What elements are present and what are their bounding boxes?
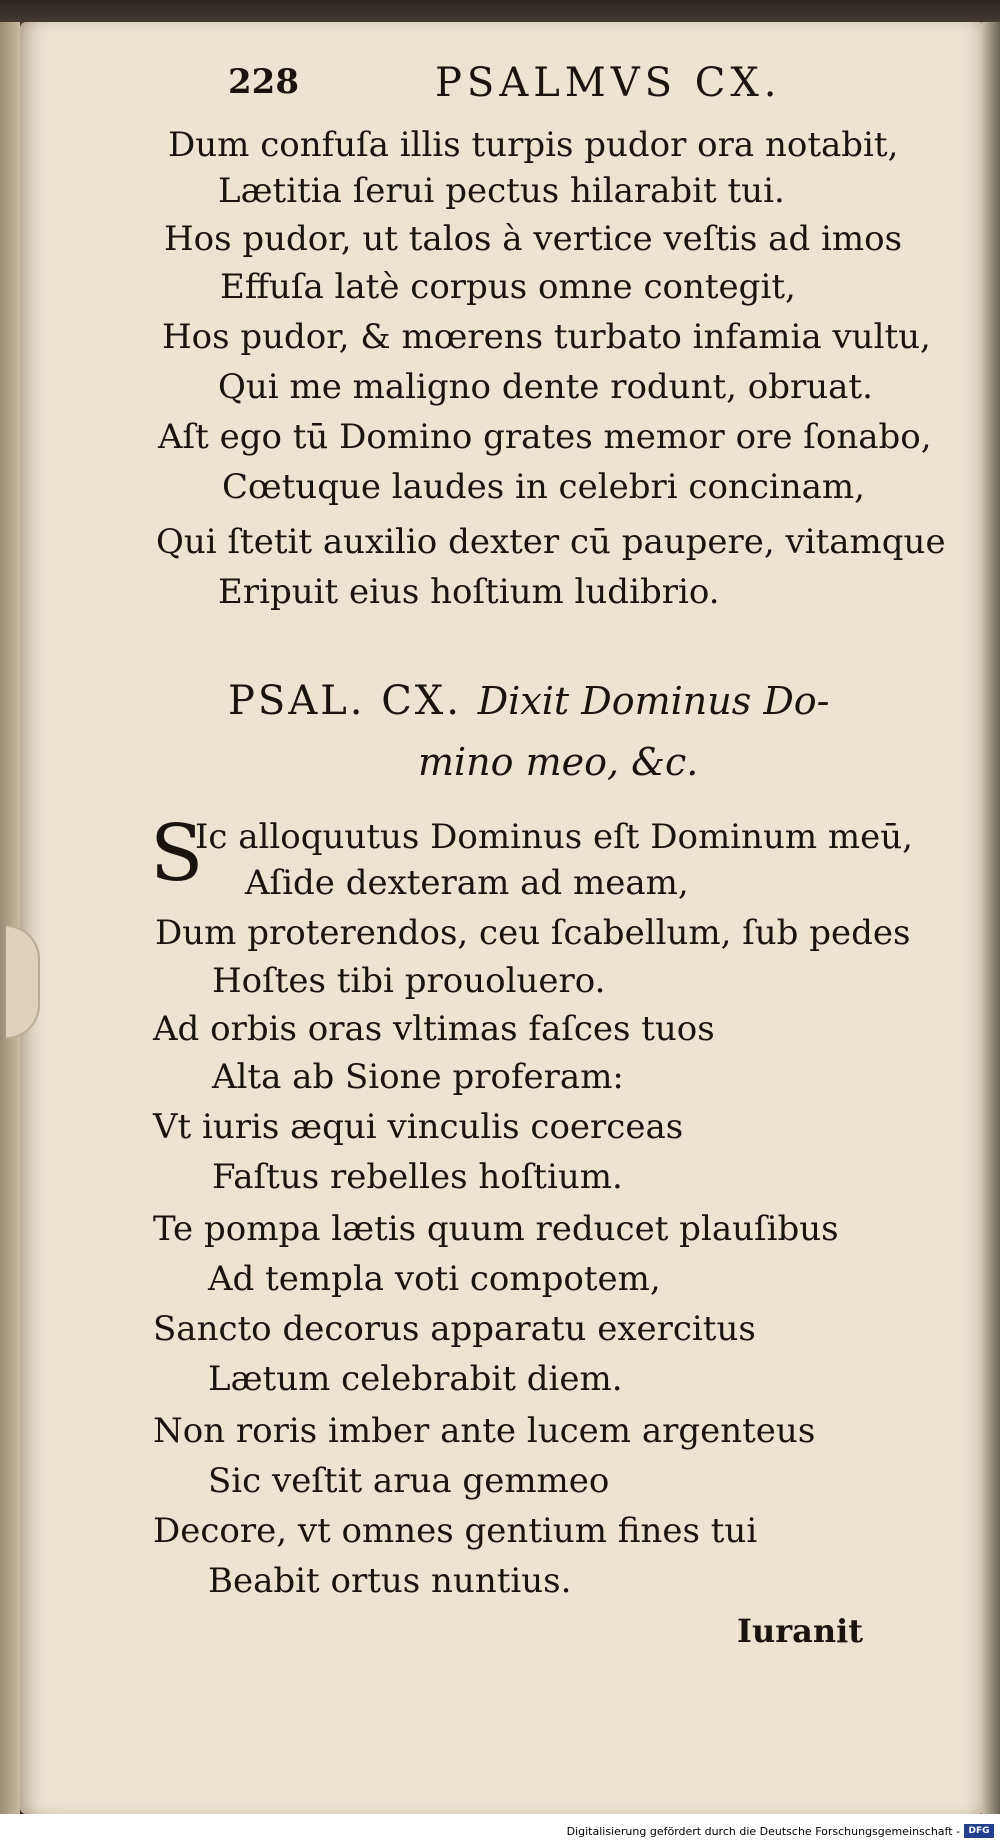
psalm-line: Alta ab Sione proferam: <box>212 1057 624 1097</box>
psalm-heading <box>228 678 830 724</box>
drop-cap: S <box>150 809 204 899</box>
psalm-line: Ad orbis oras vltimas faſces tuos <box>153 1009 715 1049</box>
verse-line: Aſt ego tū Domino grates memor ore ſonabo, <box>158 417 932 457</box>
psalm-line: Dum proterendos, ceu ſcabellum, ſub pedes <box>155 913 911 953</box>
verse-line: Cœtuque laudes in celebri concinam, <box>222 467 865 507</box>
verse-line: Eripuit eius hoſtium ludibrio. <box>218 572 720 612</box>
verse-line: Qui ſtetit auxilio dexter cū paupere, vitamque <box>156 522 946 562</box>
psalm-line: Non roris imber ante lucem argenteus <box>153 1411 816 1451</box>
dfg-logo: DFG <box>964 1824 994 1838</box>
page-fore-edge <box>982 22 1000 1814</box>
verse-line: Effuſa latè corpus omne contegit, <box>220 267 796 307</box>
digitization-credit: Digitalisierung gefördert durch die Deutsche Forschungsgemeinschaft - <box>566 1825 960 1838</box>
page-number: 228 <box>228 62 299 102</box>
psalm-label: PSAL. CX. <box>228 678 462 724</box>
psalm-line: Faſtus rebelles hoſtium. <box>212 1157 623 1197</box>
psalm-line: Te pompa lætis quum reducet plauſibus <box>153 1209 839 1249</box>
psalm-line: Aſide dexteram ad meam, <box>245 863 689 903</box>
psalm-line: Beabit ortus nuntius. <box>208 1561 572 1601</box>
psalm-line: Sic veſtit arua gemmeo <box>208 1461 610 1501</box>
verse-line: Hos pudor, ut talos à vertice veſtis ad imos <box>164 219 903 259</box>
psalm-line: Lætum celebrabit diem. <box>208 1359 623 1399</box>
psalm-incipit: Dixit Dominus Do- <box>477 679 830 723</box>
verse-line: Qui me maligno dente rodunt, obruat. <box>218 367 873 407</box>
verse-line: Hos pudor, & mœrens turbato infamia vultu, <box>162 317 931 357</box>
psalm-line: Decore, vt omnes gentium fines tui <box>153 1511 758 1551</box>
psalm-line: Ad templa voti compotem, <box>208 1259 661 1299</box>
verse-line: Dum confuſa illis turpis pudor ora notabit, <box>168 125 899 165</box>
verse-line: Lætitia ſerui pectus hilarabit tui. <box>218 171 785 211</box>
running-title: PSALMVS CX. <box>435 60 782 106</box>
catchword: Iuranit <box>737 1612 864 1650</box>
page-thumb-notch <box>6 925 40 1039</box>
psalm-incipit-continued: mino meo, &c. <box>418 740 699 784</box>
psalm-line: Hoſtes tibi prouoluero. <box>212 961 606 1001</box>
book-spine-edge <box>0 22 20 1814</box>
psalm-line: Ic alloquutus Dominus eſt Dominum meū, <box>195 817 913 857</box>
psalm-line: Sancto decorus apparatu exercitus <box>153 1309 756 1349</box>
psalm-line: Vt iuris æqui vinculis coerceas <box>153 1107 684 1147</box>
